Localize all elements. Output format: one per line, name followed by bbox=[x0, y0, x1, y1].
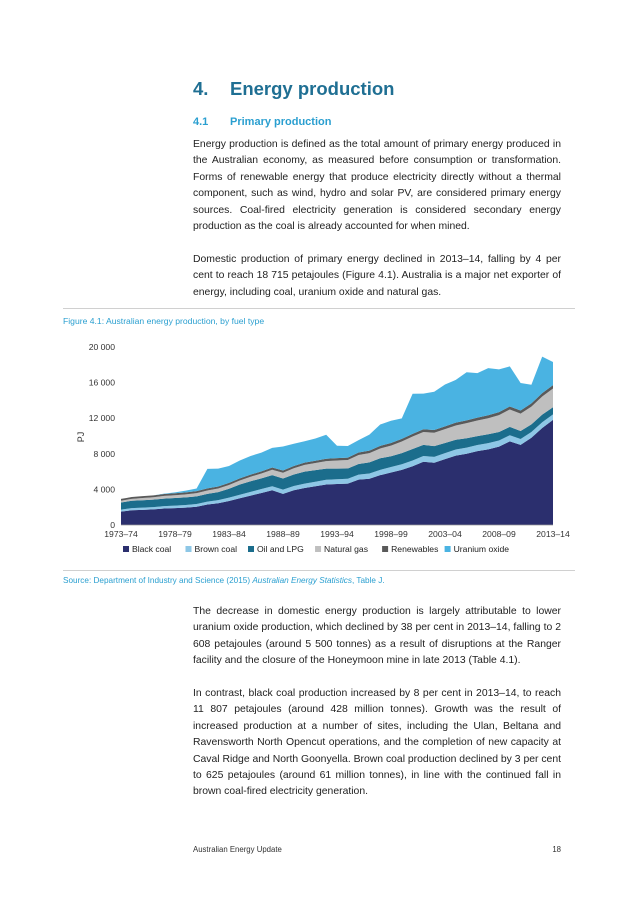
figure-source bbox=[63, 576, 385, 585]
legend-swatch-renewables bbox=[382, 546, 388, 552]
x-tick-label: 2008–09 bbox=[482, 529, 516, 539]
legend-label: Uranium oxide bbox=[453, 544, 510, 554]
x-tick-label: 1993–94 bbox=[320, 529, 354, 539]
y-tick-label: 20 000 bbox=[88, 342, 115, 352]
source-prefix: Source: Department of Industry and Science (2015) bbox=[63, 576, 253, 585]
footer-title: Australian Energy Update bbox=[193, 845, 282, 854]
legend-label: Natural gas bbox=[324, 544, 369, 554]
y-tick-label: 8 000 bbox=[93, 448, 115, 459]
legend-label: Brown coal bbox=[194, 544, 238, 554]
source-suffix: , Table J. bbox=[352, 576, 385, 585]
y-tick-label: 4 000 bbox=[93, 484, 115, 495]
x-tick-label: 1988–89 bbox=[266, 529, 300, 539]
legend-swatch-uranium-oxide bbox=[445, 546, 451, 552]
legend-label: Black coal bbox=[132, 544, 172, 554]
paragraph-uranium-decrease: The decrease in domestic energy production is largely attributable to lower uranium oxide production, which declined by 38 per cent in 2013–14, falling to 2 608 petajoules (around 5 500 tonnes) as a result of disruptions at the Ranger facility and the closure of the Honeymoon mine in late 2013 (Table 4.1). bbox=[193, 606, 561, 667]
chart-areas bbox=[121, 357, 553, 525]
paragraph-domestic-production: Domestic production of primary energy declined in 2013–14, falling by 4 per cent to reach 18 715 petajoules (Figure 4.1). Australia is a major net exporter of energy, including coal, uranium oxide and natural gas. bbox=[193, 254, 561, 298]
x-tick-labels bbox=[104, 529, 570, 539]
x-tick-label: 2013–14 bbox=[536, 529, 570, 539]
x-tick-label: 1978–79 bbox=[158, 529, 192, 539]
x-tick-label: 1973–74 bbox=[104, 529, 138, 539]
chart-legend bbox=[123, 544, 509, 554]
figure-caption: Figure 4.1: Australian energy production, by fuel type bbox=[63, 316, 265, 326]
figure-bottom-rule bbox=[63, 570, 575, 571]
page-number: 18 bbox=[552, 845, 561, 854]
paragraph-coal-production: In contrast, black coal production increased by 8 per cent in 2013–14, to reach 11 807 petajoules (around 428 million tonnes). Growth was the result of increased production at a number of sites, including the Ulan, Beltana and Ravensworth North Opencut operations, and the completion of new capacity at Caval Ridge and North Goonyella. Brown coal production declined by 3 per cent to 625 petajoules (around 61 million tonnes), in line with the continued fall in brown coal-fired electricity generation. bbox=[193, 688, 561, 798]
x-tick-label: 1998–99 bbox=[374, 529, 408, 539]
legend-label: Oil and LPG bbox=[257, 544, 304, 554]
chapter-number: 4. bbox=[193, 78, 209, 99]
legend-swatch-black-coal bbox=[123, 546, 129, 552]
legend-swatch-oil-and-lpg bbox=[248, 546, 254, 552]
section-number: 4.1 bbox=[193, 116, 209, 128]
x-tick-label: 2003–04 bbox=[428, 529, 462, 539]
chapter-heading-text: Energy production bbox=[230, 78, 395, 99]
y-axis-label: PJ bbox=[76, 431, 86, 443]
y-tick-label: 16 000 bbox=[88, 377, 115, 388]
section-heading-text: Primary production bbox=[230, 116, 332, 128]
y-tick-label: 12 000 bbox=[88, 413, 115, 424]
chapter-title bbox=[193, 78, 561, 100]
legend-swatch-brown-coal bbox=[186, 546, 192, 552]
x-tick-label: 1983–84 bbox=[212, 529, 246, 539]
section-title bbox=[193, 116, 561, 128]
legend-label: Renewables bbox=[391, 544, 439, 554]
figure-top-rule bbox=[63, 308, 575, 309]
legend-swatch-natural-gas bbox=[315, 546, 321, 552]
y-tick-labels bbox=[89, 342, 116, 530]
source-title: Australian Energy Statistics bbox=[252, 576, 352, 585]
y-tick-label: 0 bbox=[110, 520, 115, 530]
energy-production-chart bbox=[63, 333, 575, 565]
paragraph-definition: Energy production is defined as the total amount of primary energy produced in the Australian economy, as measured before consumption or transformation. Forms of renewable energy that produce electricity directly without a thermal component, such as wind, hydro and solar PV, are considered primary energy sources. Coal-fired electricity generation is considered secondary energy production as the coal is already accounted for when mined. bbox=[193, 139, 561, 233]
